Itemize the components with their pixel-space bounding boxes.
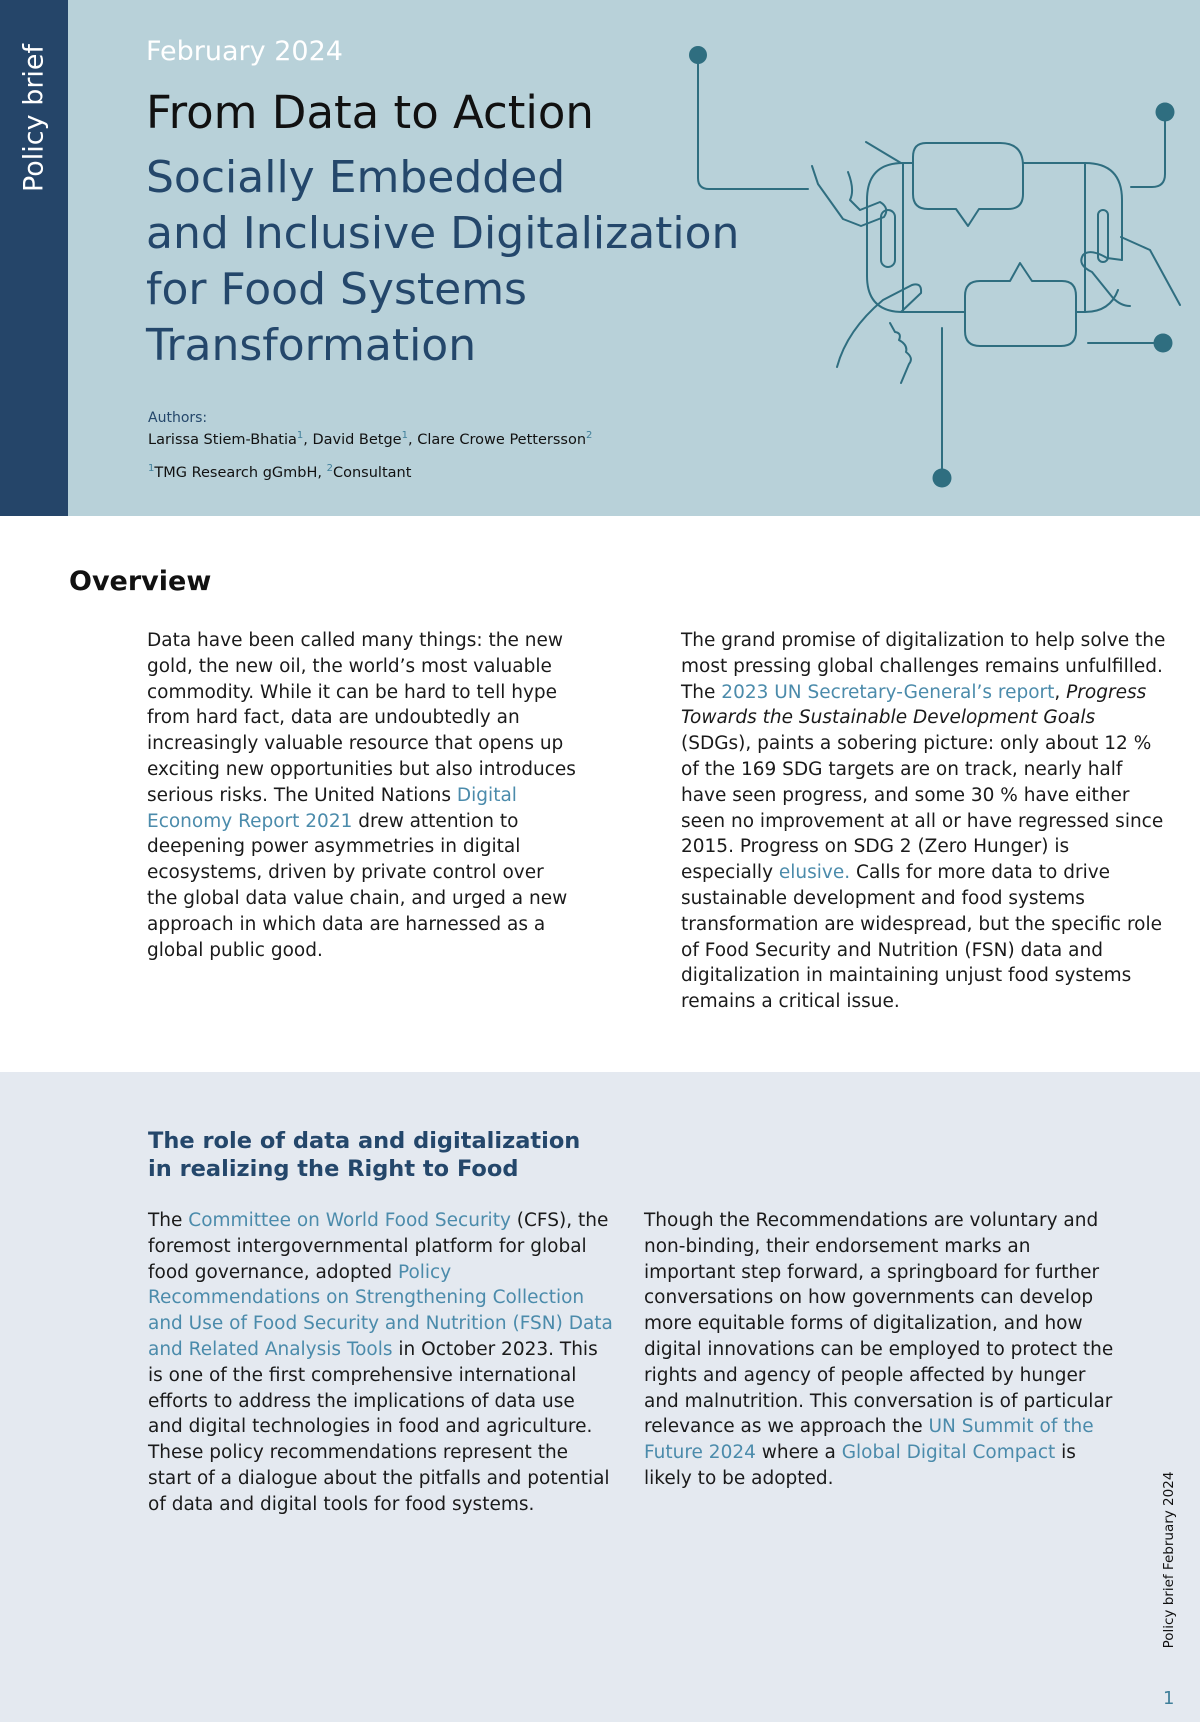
authors-label: Authors: (148, 410, 208, 426)
running-footer: Policy brief February 2024 (1161, 1471, 1177, 1649)
publication-date: February 2024 (146, 36, 343, 67)
subtitle-line: Transformation (146, 320, 477, 371)
global-digital-compact-link[interactable]: Global Digital Compact (841, 1442, 1056, 1464)
heading-line: in realizing the Right to Food (148, 1156, 519, 1182)
heading-line: The role of data and digitalization (148, 1128, 581, 1154)
text: drew attention to deepening power asymmetries in digital ecosystems, driven by private control over the global data value chain, and urged a new approach in which data are harnessed as a global public good. (147, 810, 568, 961)
tablet-button (881, 210, 895, 267)
affiliation: Consultant (332, 464, 412, 481)
hand-left-bottom-icon (837, 284, 921, 383)
author-name: , Clare Crowe Pettersson (407, 431, 587, 448)
affiliation-mark: 2 (326, 463, 333, 474)
speech-bubble-icon (965, 263, 1076, 346)
elusive-link[interactable]: elusive. (778, 862, 851, 884)
connector-dot (1154, 334, 1173, 353)
hand-left-top-icon (812, 142, 901, 226)
summit-of-future-link[interactable]: UN Summit of the Future 2024 (644, 1416, 1094, 1464)
overview-paragraph-left (147, 628, 579, 963)
text: Calls for more data to drive sustainable development and food systems transformation are widespread, but the specific role of Food Security and Nutrition (FSN) data and digitalization in maintaining unjust food systems remains a critical issue. (681, 862, 1163, 1013)
section-paragraph-right (644, 1208, 1114, 1492)
author-affiliation-mark: 1 (296, 430, 304, 441)
connector-dot (689, 46, 707, 64)
subtitle-line: and Inclusive Digitalization (146, 208, 740, 259)
document-type-label: Policy brief (18, 43, 50, 193)
text: (CFS), the foremost intergovernmental platform for global food governance, adopted (148, 1210, 609, 1283)
author-affiliation-mark: 1 (401, 430, 408, 441)
text: Data have been called many things: the new gold, the new oil, the world’s most valuable commodity. While it can be hard to tell hype from hard fact, data are undoubtedly an increasingly valuable resource that opens up exciting new opportunities but also introduces serious risks. The United Nations (147, 630, 576, 806)
policy-recommendations-link[interactable]: Policy Recommendations on Strengthening Collection and Use of Food Security and Nutrition (FSN) Data and Related Analysis Tools (148, 1261, 613, 1360)
text: where a (755, 1442, 842, 1464)
text: , (1054, 681, 1067, 703)
text: The (148, 1210, 189, 1231)
tablet-chat-illustration (0, 0, 1200, 516)
text: in October 2023. This is one of the first comprehensive international efforts to address the implications of data use and digital technologies in food and agriculture. These policy recommendations represent the start of a dialogue about the pitfalls and potential of data and digital tools for food systems. (148, 1338, 610, 1515)
speech-bubble-icon (913, 143, 1023, 226)
page-title: From Data to Action (146, 86, 594, 139)
text: Though the Recommendations are voluntary and non-binding, their endorsement marks an important step forward, a springboard for further conversations on how governments can develop more equitable forms of digitalization, and how digital innovations can be employed to protect the rights and agency of people affected by hunger and malnutrition. This conversation is of particular relevance as we approach the (644, 1210, 1114, 1438)
text: is likely to be adopted. (644, 1442, 1076, 1489)
cover-header (0, 0, 1200, 516)
connector-line (698, 55, 808, 189)
digital-economy-report-link[interactable]: Digital Economy Report 2021 (147, 784, 517, 832)
page-number: 1 (1163, 1688, 1175, 1709)
overview-paragraph-right (681, 628, 1166, 1015)
subtitle-line: for Food Systems (146, 264, 527, 315)
hand-right-icon (1081, 237, 1180, 306)
report-title: Progress Towards the Sustainable Development Goals (681, 681, 1147, 729)
connector-line (1131, 112, 1165, 187)
author-name: Larissa Stiem-Bhatia (148, 431, 297, 448)
author-name: , David Betge (303, 431, 402, 448)
subtitle-line: Socially Embedded (146, 152, 566, 203)
text: The grand promise of digitalization to help solve the most pressing global challenges remains unfulfilled. The (681, 630, 1166, 703)
affiliation-mark: 1 (148, 463, 155, 474)
cfs-link[interactable]: Committee on World Food Security (188, 1210, 511, 1231)
affiliation: TMG Research gGmbH, (154, 464, 327, 481)
section-heading (148, 1127, 580, 1183)
connector-dot (1156, 103, 1175, 122)
section-paragraph-left (148, 1208, 613, 1518)
overview-heading: Overview (69, 566, 212, 597)
connector-dot (933, 469, 952, 488)
sg-report-link[interactable]: 2023 UN Secretary-General’s report (721, 681, 1055, 703)
author-affiliation-mark: 2 (586, 430, 593, 441)
text: (SDGs), paints a sobering picture: only about 12 % of the 169 SDG targets are on track, nearly half have seen progress, and some 30 % have either seen no improvement at all or have regressed since 2015. Progress on SDG 2 (Zero Hunger) is especially (681, 733, 1164, 884)
